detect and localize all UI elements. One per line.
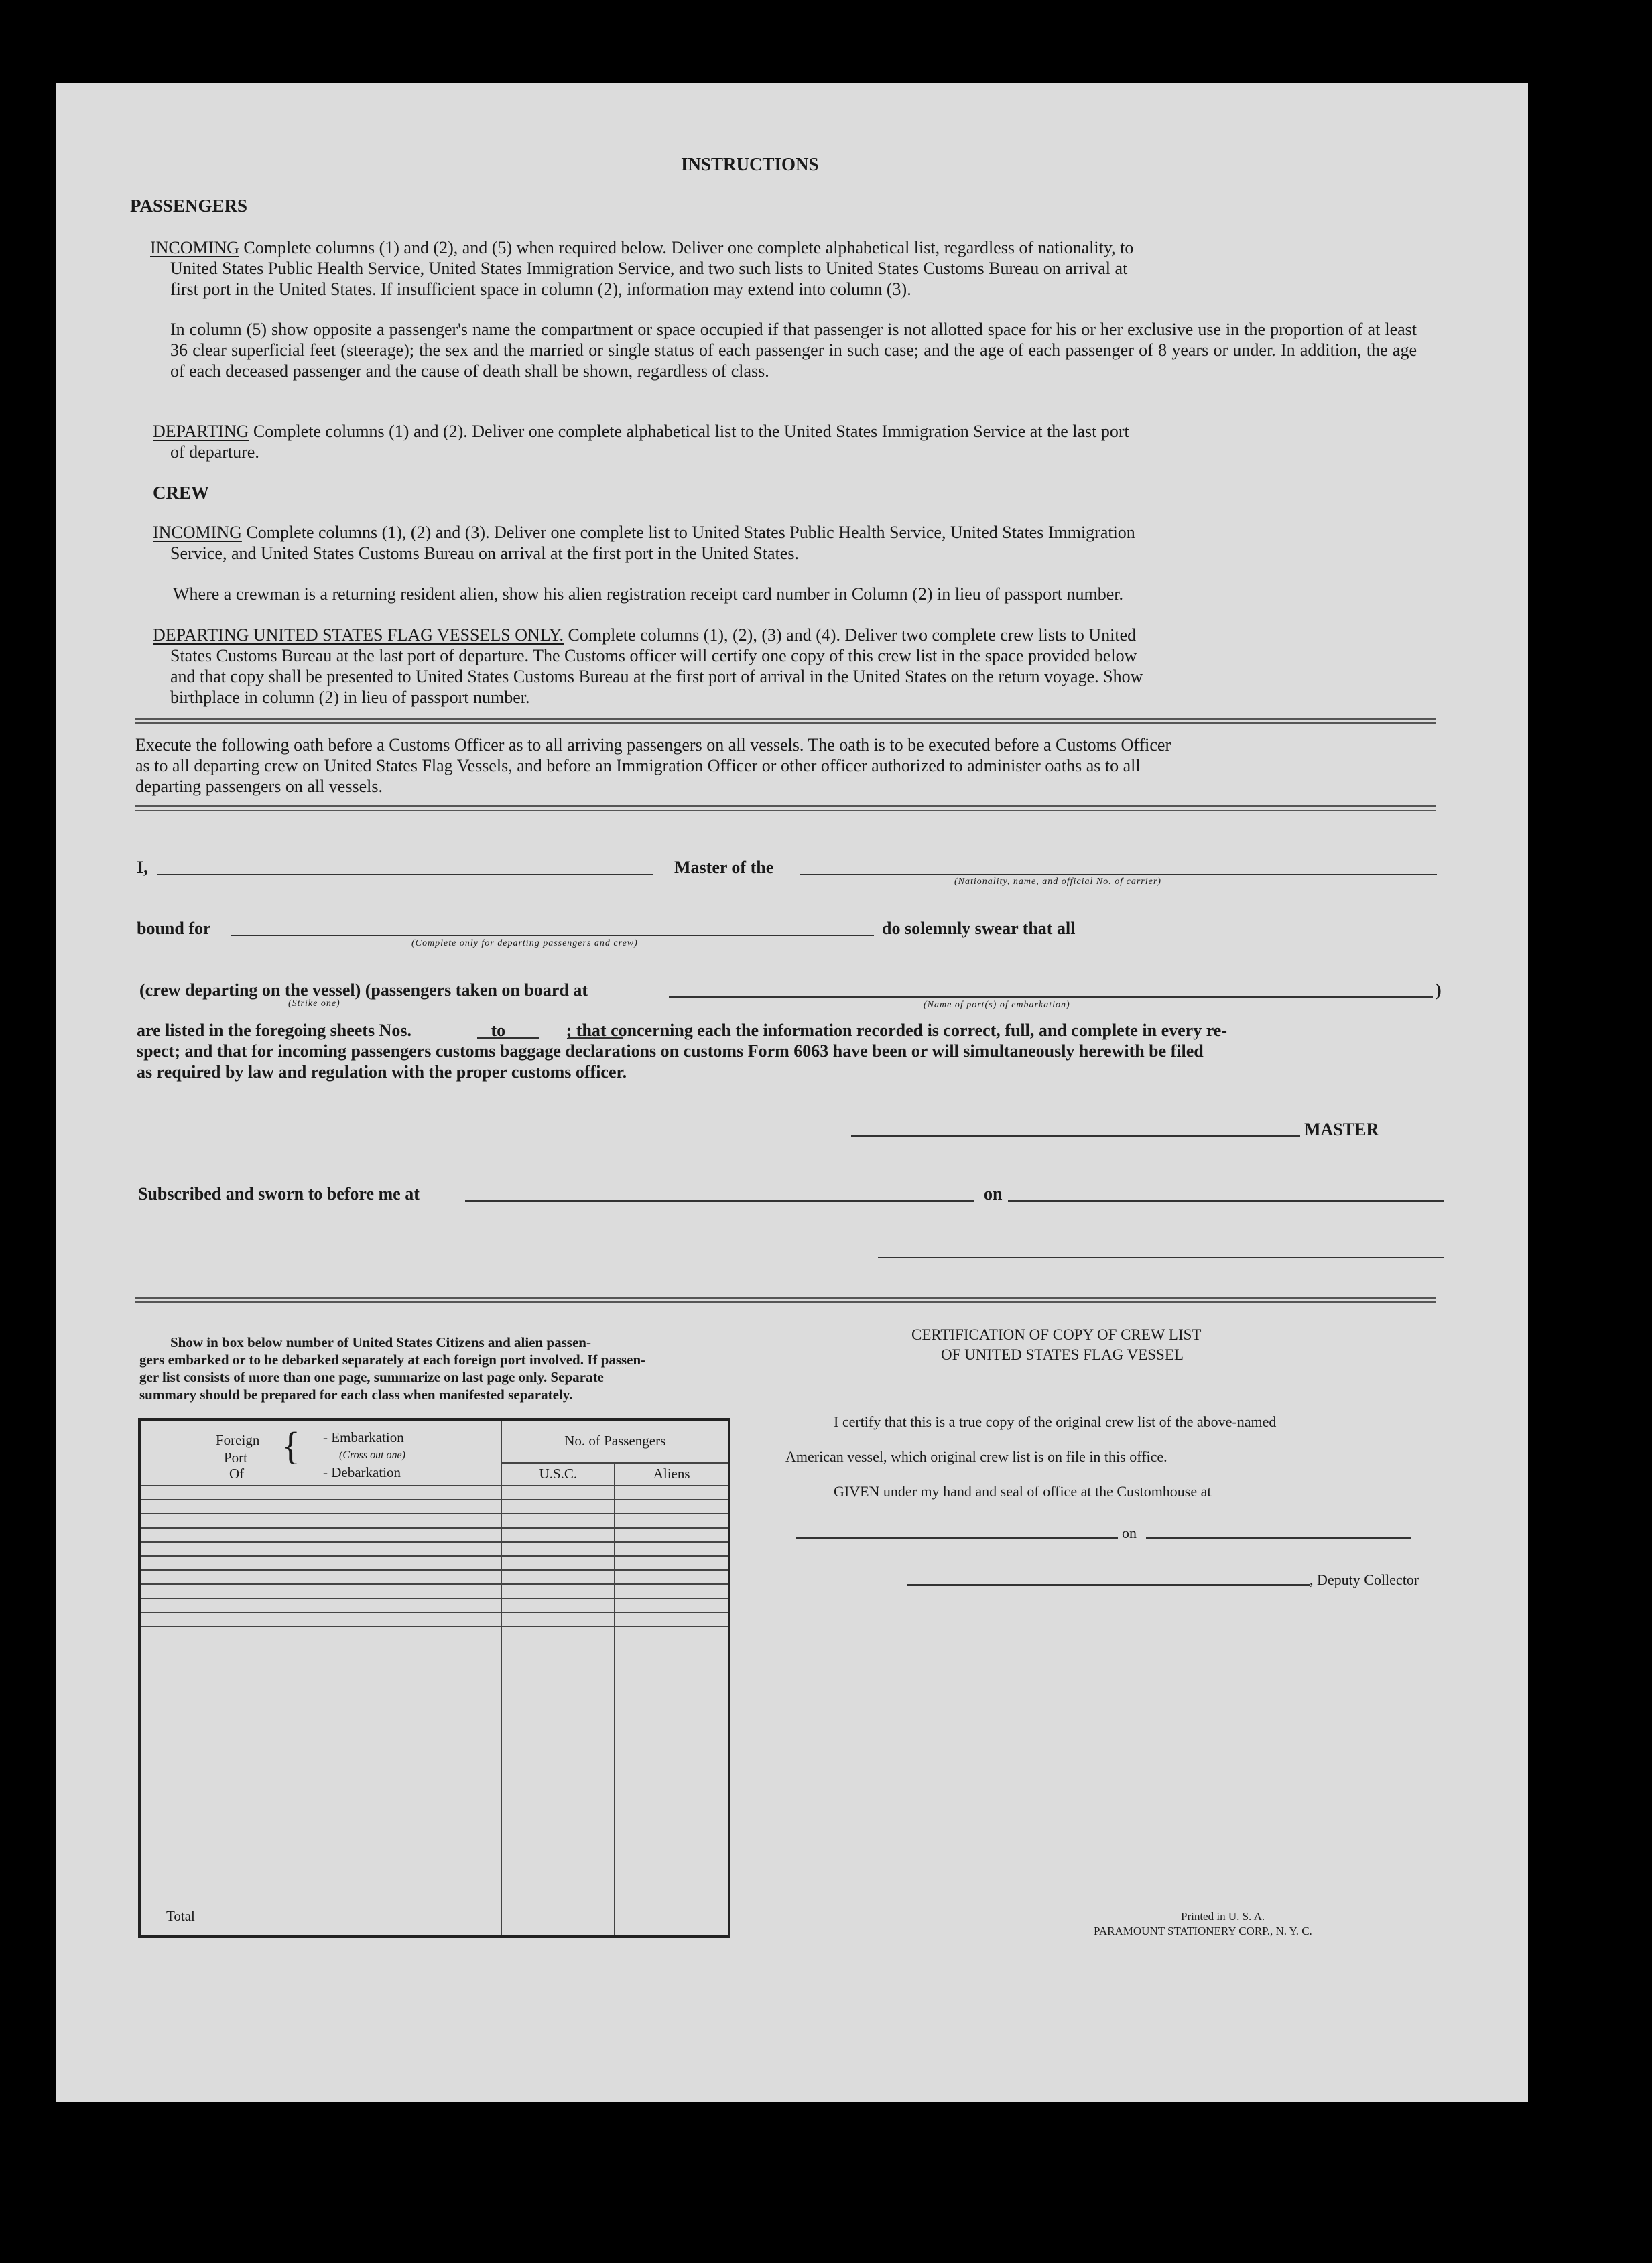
embarkation-port-field[interactable] <box>669 996 1433 998</box>
usc-cell[interactable] <box>501 1500 615 1514</box>
swear-text: do solemnly swear that all <box>882 919 1076 938</box>
aliens-cell[interactable] <box>615 1556 729 1570</box>
usc-cell[interactable] <box>501 1486 615 1500</box>
port-cell[interactable] <box>139 1570 501 1584</box>
table-row <box>139 1500 729 1514</box>
printer-line1: Printed in U. S. A. <box>1181 1910 1265 1923</box>
printer-line2: PARAMOUNT STATIONERY CORP., N. Y. C. <box>1094 1925 1312 1937</box>
crew-heading: CREW <box>153 482 210 503</box>
sworn-date-field[interactable] <box>1008 1200 1444 1202</box>
port-label: Port <box>224 1449 248 1466</box>
aliens-cell[interactable] <box>615 1528 729 1542</box>
master-of-the-label: Master of the <box>674 858 774 877</box>
listed-line1: are listed in the foregoing sheets Nos. to ; that concerning each the information recorded is correct, full, and complete in every re- <box>137 1021 1227 1040</box>
aliens-cell[interactable] <box>615 1542 729 1556</box>
incoming-crew-label: INCOMING <box>153 523 242 542</box>
table-row <box>139 1612 729 1626</box>
departing-passengers-line1: DEPARTING Complete columns (1) and (2). Deliver one complete alphabetical list to the United States Immigration Service at the last port <box>153 422 1129 441</box>
carrier-field[interactable] <box>800 874 1437 875</box>
port-header-cell <box>139 1419 501 1486</box>
table-row <box>139 1570 729 1584</box>
port-cell[interactable] <box>139 1500 501 1514</box>
brace-icon: { <box>281 1424 300 1468</box>
summary-note-line1: Show in box below number of United States Citizens and alien passen- <box>170 1334 591 1350</box>
aliens-cell[interactable] <box>615 1612 729 1626</box>
passengers-heading: PASSENGERS <box>130 196 248 216</box>
officer-signature-field[interactable] <box>878 1257 1444 1258</box>
port-summary-table <box>138 1418 730 1938</box>
oath-instruction-line3: departing passengers on all vessels. <box>135 777 383 796</box>
usc-cell[interactable] <box>501 1528 615 1542</box>
total-row <box>139 1626 729 1937</box>
bound-for-hint: (Complete only for departing passengers and crew) <box>411 938 638 948</box>
listed-line2: spect; and that for incoming passengers customs baggage declarations on customs Form 6063 have been or will simultaneously herewith be filed <box>137 1041 1204 1061</box>
subscribed-label: Subscribed and sworn to before me at <box>138 1184 420 1204</box>
usc-cell[interactable] <box>501 1598 615 1612</box>
embarkation-label[interactable]: - Embarkation <box>323 1429 404 1445</box>
certification-line1: I certify that this is a true copy of the original crew list of the above-named <box>834 1413 1277 1430</box>
port-cell[interactable] <box>139 1556 501 1570</box>
sheet-from-field[interactable] <box>477 1037 539 1039</box>
usc-cell[interactable] <box>501 1514 615 1528</box>
port-cell[interactable] <box>139 1514 501 1528</box>
total-label: Total <box>139 1626 501 1937</box>
oath-instruction-line2: as to all departing crew on United States Flag Vessels, and before an Immigration Officer or other officer authorized to administer oaths as to all <box>135 756 1141 775</box>
departing-crew-line1: DEPARTING UNITED STATES FLAG VESSELS ONLY. Complete columns (1), (2), (3) and (4). Deliver two complete crew lists to United <box>153 625 1137 645</box>
port-cell[interactable] <box>139 1542 501 1556</box>
of-label: Of <box>229 1466 245 1482</box>
usc-total-cell[interactable] <box>501 1626 615 1937</box>
port-cell[interactable] <box>139 1598 501 1612</box>
table-row <box>139 1542 729 1556</box>
master-name-field[interactable] <box>157 874 653 875</box>
usc-cell[interactable] <box>501 1584 615 1598</box>
certification-on: on <box>1122 1525 1137 1541</box>
usc-cell[interactable] <box>501 1570 615 1584</box>
table-row <box>139 1556 729 1570</box>
port-cell[interactable] <box>139 1486 501 1500</box>
table-row <box>139 1528 729 1542</box>
certification-title-1: CERTIFICATION OF COPY OF CREW LIST <box>911 1326 1202 1343</box>
table-row <box>139 1598 729 1612</box>
master-label: MASTER <box>1304 1120 1379 1139</box>
summary-note-line3: ger list consists of more than one page, summarize on last page only. Separate <box>139 1369 604 1385</box>
departing-crew-label: DEPARTING UNITED STATES FLAG VESSELS ONLY. <box>153 625 564 645</box>
debarkation-label[interactable]: - Debarkation <box>323 1464 401 1480</box>
crewman-note: Where a crewman is a returning resident alien, show his alien registration receipt card number in Column (2) in lieu of passport number. <box>173 584 1124 604</box>
usc-cell[interactable] <box>501 1542 615 1556</box>
embarkation-hint: (Name of port(s) of embarkation) <box>924 1000 1070 1010</box>
incoming-passengers-line3: first port in the United States. If insufficient space in column (2), information may extend into column (3). <box>170 279 911 299</box>
aliens-cell[interactable] <box>615 1486 729 1500</box>
cross-out-hint: (Cross out one) <box>339 1449 405 1461</box>
deputy-collector-label: , Deputy Collector <box>1310 1571 1419 1588</box>
port-cell[interactable] <box>139 1584 501 1598</box>
incoming-crew-line2: Service, and United States Customs Bureau on arrival at the first port in the United States. <box>170 543 799 563</box>
aliens-cell[interactable] <box>615 1584 729 1598</box>
page-title: INSTRUCTIONS <box>681 154 819 174</box>
crew-departing-text: (crew departing on the vessel) (passengers taken on board at <box>139 980 588 1000</box>
close-paren: ) <box>1436 980 1442 1000</box>
usc-header: U.S.C. <box>501 1463 615 1486</box>
bound-for-field[interactable] <box>231 935 874 936</box>
sworn-on-label: on <box>984 1184 1003 1204</box>
departing-label: DEPARTING <box>153 422 249 441</box>
bound-for-label: bound for <box>137 919 211 938</box>
aliens-header: Aliens <box>615 1463 729 1486</box>
oath-i-label: I, <box>137 858 148 877</box>
no-passengers-header: No. of Passengers <box>501 1419 729 1463</box>
departing-crew-line4: birthplace in column (2) in lieu of passport number. <box>170 688 530 707</box>
departing-crew-line2: States Customs Bureau at the last port of departure. The Customs officer will certify one copy of this crew list in the space provided below <box>170 646 1137 665</box>
summary-note-line2: gers embarked or to be debarked separately at each foreign port involved. If passen- <box>139 1352 646 1368</box>
divider-double <box>135 805 1436 811</box>
summary-note-line4: summary should be prepared for each class when manifested separately. <box>139 1386 573 1403</box>
aliens-cell[interactable] <box>615 1514 729 1528</box>
divider-double <box>135 718 1436 724</box>
oath-instruction-line1: Execute the following oath before a Customs Officer as to all arriving passengers on all vessels. The oath is to be executed before a Customs Officer <box>135 735 1171 755</box>
aliens-cell[interactable] <box>615 1570 729 1584</box>
sheet-to-field[interactable] <box>568 1037 623 1039</box>
master-signature-field[interactable] <box>851 1135 1300 1137</box>
usc-cell[interactable] <box>501 1556 615 1570</box>
sworn-place-field[interactable] <box>465 1200 974 1202</box>
usc-cell[interactable] <box>501 1612 615 1626</box>
certification-date-field[interactable] <box>1146 1537 1411 1539</box>
departing-passengers-line2: of departure. <box>170 442 259 462</box>
port-cell[interactable] <box>139 1528 501 1542</box>
incoming-passengers-line2: United States Public Health Service, United States Immigration Service, and two such lists to United States Customs Bureau on arrival at <box>170 259 1128 278</box>
deputy-collector-field[interactable] <box>907 1584 1310 1586</box>
customhouse-field[interactable] <box>796 1537 1118 1539</box>
table-row <box>139 1514 729 1528</box>
certification-title-2: OF UNITED STATES FLAG VESSEL <box>941 1346 1184 1363</box>
divider-double <box>135 1297 1436 1303</box>
foreign-label: Foreign <box>216 1432 260 1448</box>
table-row <box>139 1584 729 1598</box>
incoming-crew-line1: INCOMING Complete columns (1), (2) and (3). Deliver one complete list to United States Public Health Service, United States Immigration <box>153 523 1135 542</box>
carrier-hint: (Nationality, name, and official No. of carrier) <box>954 877 1161 887</box>
aliens-cell[interactable] <box>615 1500 729 1514</box>
certification-line2: American vessel, which original crew list is on file in this office. <box>785 1448 1167 1465</box>
column5-paragraph: In column (5) show opposite a passenger's name the compartment or space occupied if that passenger is not allotted space for his or her exclusive use in the proportion of at least 36 clear superficial feet (steerage); the sex and the married or single status of each passenger in such case; and the age of each passenger of 8 years or under. In addition, the age of each deceased passenger and the cause of death shall be shown, regardless of class. <box>170 320 1417 381</box>
listed-line3: as required by law and regulation with the proper customs officer. <box>137 1062 627 1082</box>
aliens-total-cell[interactable] <box>615 1626 729 1937</box>
port-cell[interactable] <box>139 1612 501 1626</box>
incoming-label: INCOMING <box>150 238 239 257</box>
certification-line3: GIVEN under my hand and seal of office at the Customhouse at <box>834 1483 1212 1500</box>
aliens-cell[interactable] <box>615 1598 729 1612</box>
strike-one-hint: (Strike one) <box>288 998 340 1009</box>
incoming-passengers-line1: INCOMING Complete columns (1) and (2), and (5) when required below. Deliver one complete alphabetical list, regardless of nationality, to <box>150 238 1134 257</box>
departing-crew-line3: and that copy shall be presented to United States Customs Bureau at the first port of arrival in the United States on the return voyage. Show <box>170 667 1143 686</box>
table-row <box>139 1486 729 1500</box>
